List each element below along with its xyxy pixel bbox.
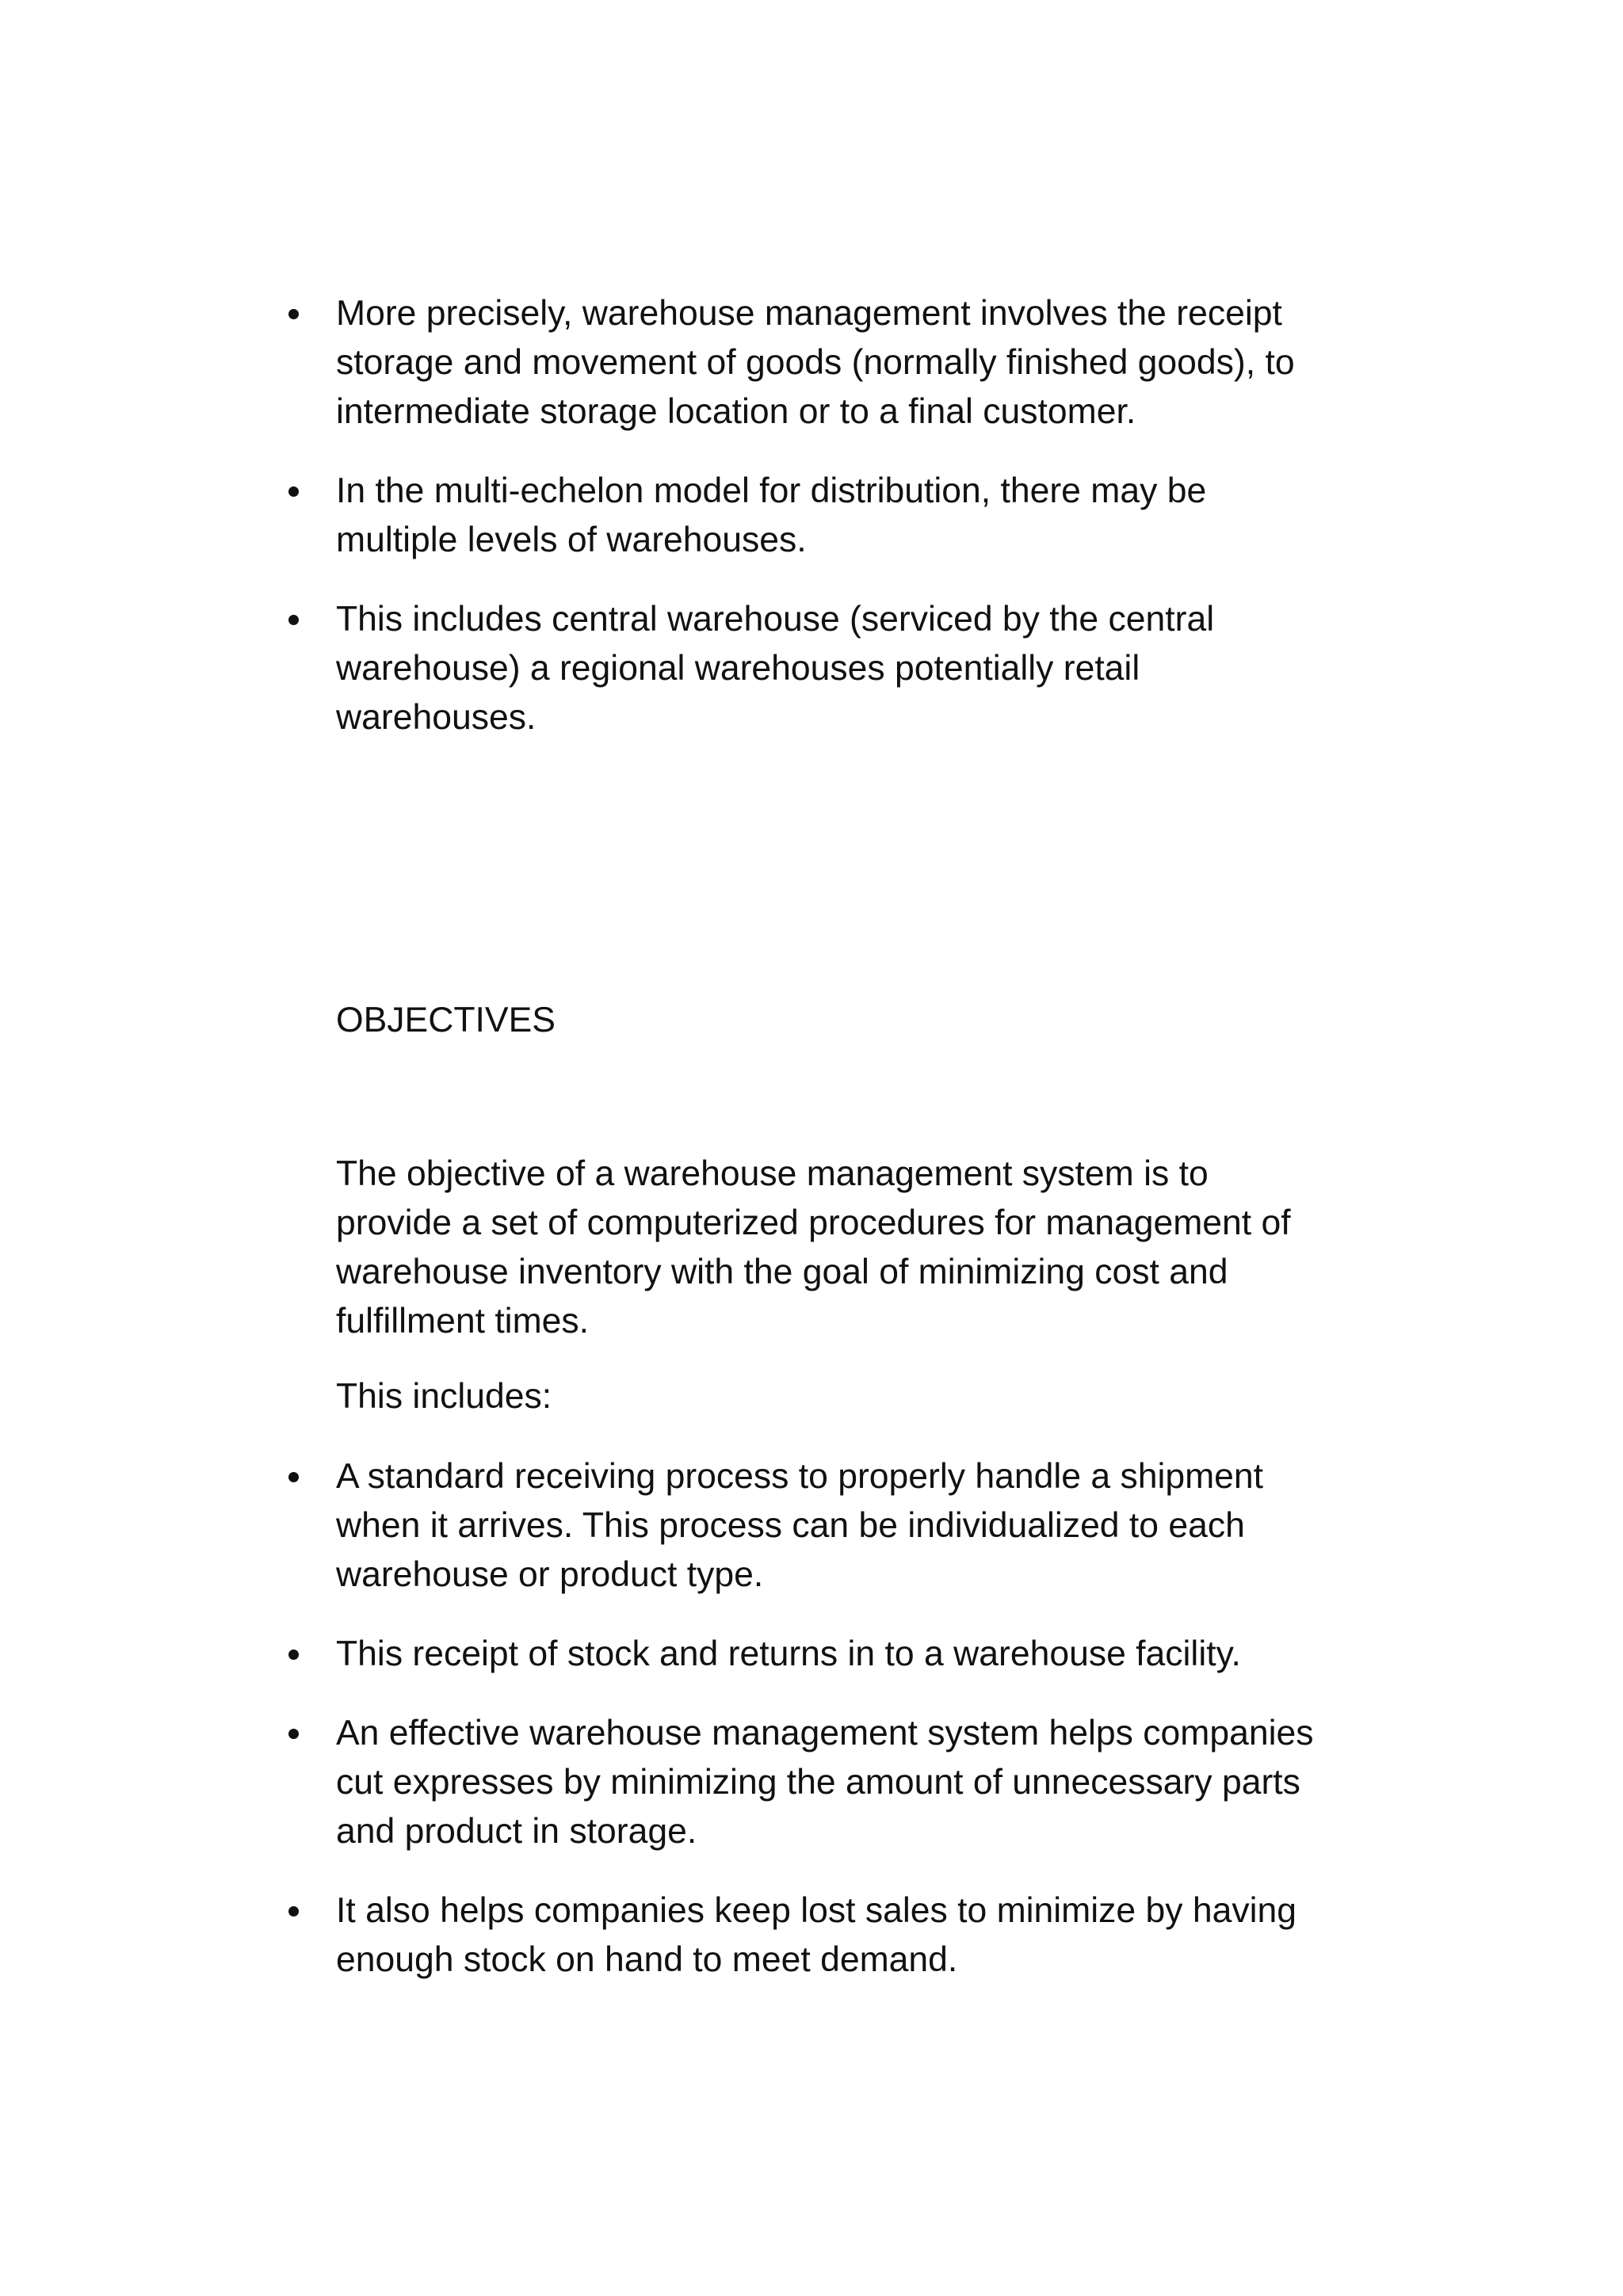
list-item bbox=[336, 289, 1430, 437]
list-item-line: warehouses. bbox=[336, 698, 537, 737]
paragraph-line: warehouse inventory with the goal of minimizing cost and bbox=[336, 1253, 1228, 1291]
paragraph-line: fulfillment times. bbox=[336, 1302, 589, 1341]
list-item-line: intermediate storage location or to a final customer. bbox=[336, 392, 1136, 431]
bullet-icon bbox=[288, 1729, 299, 1739]
list-item bbox=[336, 1709, 1430, 1856]
list-item bbox=[336, 467, 1430, 565]
list-item-line: This receipt of stock and returns in to a warehouse facility. bbox=[336, 1634, 1241, 1673]
bullet-icon bbox=[288, 309, 299, 319]
list-item-line: storage and movement of goods (normally finished goods), to bbox=[336, 343, 1295, 382]
paragraph-line: The objective of a warehouse management system is to bbox=[336, 1154, 1209, 1193]
bullet-icon bbox=[288, 1650, 299, 1660]
objectives-heading: OBJECTIVES bbox=[336, 1001, 556, 1039]
bullet-icon bbox=[288, 1906, 299, 1917]
list-item-line: and product in storage. bbox=[336, 1812, 697, 1851]
list-item-line: An effective warehouse management system helps companies bbox=[336, 1714, 1314, 1753]
list-item bbox=[336, 1886, 1430, 1985]
list-item-line: warehouse or product type. bbox=[336, 1555, 764, 1594]
list-item-line: enough stock on hand to meet demand. bbox=[336, 1940, 958, 1979]
list-item-line: cut expresses by minimizing the amount of unnecessary parts bbox=[336, 1763, 1300, 1802]
bullet-icon bbox=[288, 615, 299, 625]
paragraph-line: provide a set of computerized procedures for management of bbox=[336, 1203, 1291, 1242]
list-item-line: multiple levels of warehouses. bbox=[336, 521, 807, 559]
list-item-line: A standard receiving process to properly handle a shipment bbox=[336, 1457, 1264, 1496]
list-item-line: when it arrives. This process can be individualized to each bbox=[336, 1506, 1245, 1545]
list-item-line: warehouse) a regional warehouses potentially retail bbox=[336, 649, 1140, 688]
includes-intro: This includes: bbox=[336, 1377, 552, 1416]
list-item bbox=[336, 595, 1430, 742]
list-item-line: More precisely, warehouse management involves the receipt bbox=[336, 294, 1282, 333]
list-item-line: It also helps companies keep lost sales to minimize by having bbox=[336, 1891, 1296, 1930]
list-item bbox=[336, 1452, 1430, 1600]
warehouse-overview-list bbox=[336, 289, 1430, 742]
objectives-list bbox=[336, 1452, 1430, 1985]
list-item-line: In the multi-echelon model for distribution, there may be bbox=[336, 471, 1207, 510]
bullet-icon bbox=[288, 486, 299, 497]
list-item-line: This includes central warehouse (serviced by the central bbox=[336, 600, 1215, 639]
bullet-icon bbox=[288, 1472, 299, 1482]
list-item bbox=[336, 1630, 1430, 1679]
objectives-paragraph bbox=[336, 1150, 1430, 1346]
